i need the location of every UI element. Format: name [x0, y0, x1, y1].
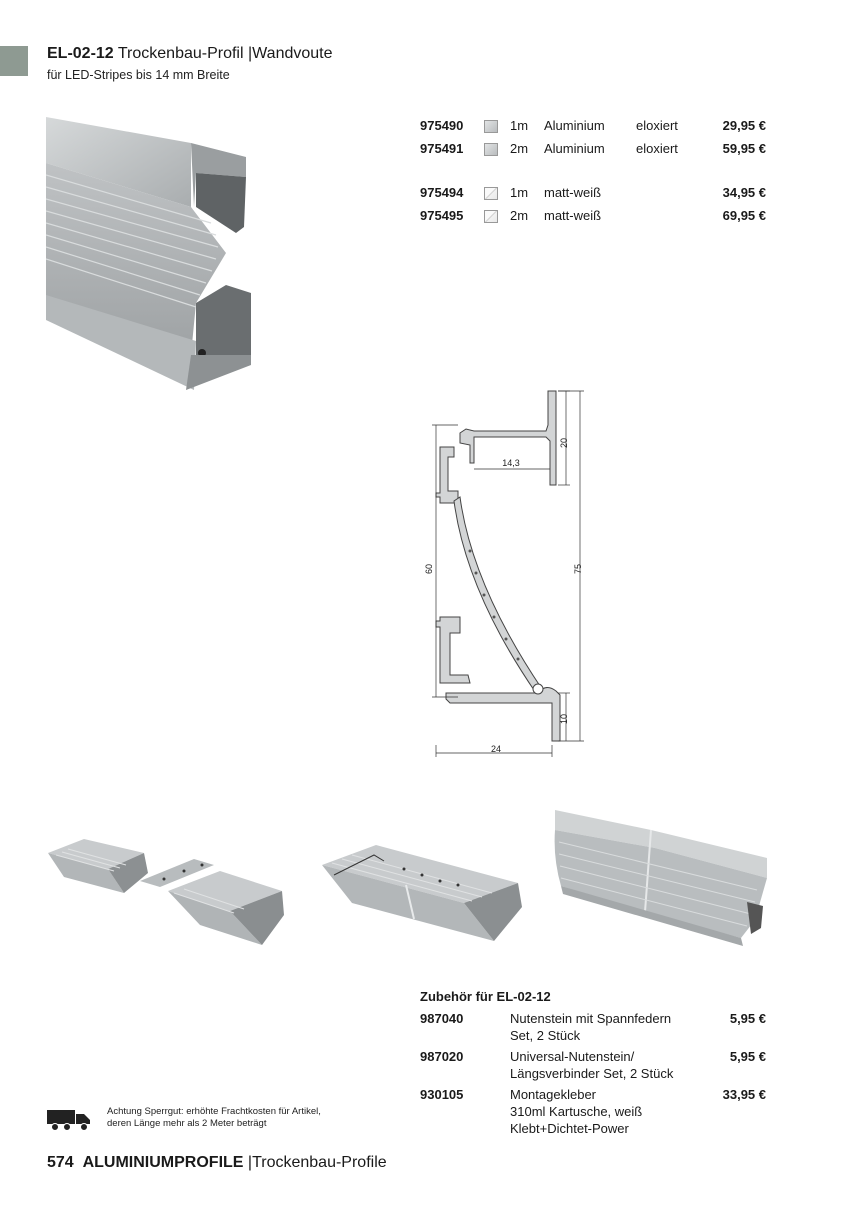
- aluminium-swatch-icon: [484, 120, 498, 133]
- connector-photo-1: [44, 835, 289, 950]
- accessory-description: [510, 1010, 710, 1044]
- dim-channel-width: 14,3: [502, 458, 520, 468]
- list-item: [420, 1010, 770, 1044]
- dim-bottom-height: 10: [559, 713, 569, 725]
- accessories-title: Zubehör für EL-02-12: [420, 989, 551, 1004]
- material: matt-weiß: [544, 185, 602, 200]
- price: 69,95 €: [722, 208, 766, 223]
- section-tab-marker: [0, 46, 28, 76]
- price: 34,95 €: [722, 185, 766, 200]
- dim-total-height: 75: [573, 563, 583, 575]
- article-number: 975491: [420, 141, 464, 156]
- article-number: 975490: [420, 118, 464, 133]
- accessories-section: [420, 988, 770, 1137]
- accessory-code: 930105: [420, 1087, 464, 1102]
- page-title: [47, 44, 333, 64]
- dim-left-height: 60: [424, 563, 434, 575]
- length: 1m: [510, 118, 529, 133]
- truck-icon: [47, 1108, 91, 1132]
- profile-photo: [46, 115, 256, 393]
- accessory-description: [510, 1048, 710, 1082]
- product-type: Trockenbau-Profil: [117, 45, 244, 62]
- table-row: [420, 139, 770, 159]
- notice-line: Achtung Sperrgut: erhöhte Frachtkosten für Artikel,: [107, 1106, 321, 1117]
- accessory-price: 5,95 €: [729, 1049, 766, 1064]
- footer-section: ALUMINIUMPROFILE: [82, 1154, 244, 1171]
- description-line: Klebt+Dichtet-Power: [510, 1121, 629, 1136]
- list-item: [420, 1048, 770, 1082]
- accessory-code: 987040: [420, 1011, 464, 1026]
- price: 59,95 €: [722, 141, 766, 156]
- length: 2m: [510, 141, 529, 156]
- description-line: Set, 2 Stück: [510, 1028, 581, 1043]
- page-number: 574: [47, 1154, 74, 1171]
- length: 1m: [510, 185, 529, 200]
- material: Aluminium: [544, 141, 605, 156]
- table-row: [420, 183, 770, 203]
- accessory-description: [510, 1086, 710, 1137]
- description-line: Montagekleber: [510, 1087, 596, 1102]
- footer-separator: |: [247, 1154, 253, 1171]
- finish: eloxiert: [636, 141, 678, 156]
- title-separator: |: [248, 45, 253, 62]
- price: 29,95 €: [722, 118, 766, 133]
- product-subtype: Wandvoute: [252, 45, 333, 62]
- article-number: 975494: [420, 185, 464, 200]
- material: Aluminium: [544, 118, 605, 133]
- description-line: Universal-Nutenstein/: [510, 1049, 635, 1064]
- table-row: [420, 206, 770, 226]
- table-row: [420, 116, 770, 136]
- description-line: Nutenstein mit Spannfedern: [510, 1011, 672, 1026]
- accessory-price: 5,95 €: [729, 1011, 766, 1026]
- description-line: 310ml Kartusche, weiß: [510, 1104, 643, 1119]
- footer-subsection: Trockenbau-Profile: [252, 1154, 387, 1171]
- accessory-code: 987020: [420, 1049, 464, 1064]
- connector-photo-2: [318, 835, 523, 950]
- product-header: [47, 44, 333, 84]
- length: 2m: [510, 208, 529, 223]
- dim-width: 24: [490, 744, 502, 754]
- white-swatch-icon: [484, 187, 498, 200]
- material: matt-weiß: [544, 208, 602, 223]
- cross-section-drawing: [410, 385, 600, 760]
- notice-text: [107, 1106, 367, 1130]
- mounted-profile-photo: [551, 808, 773, 948]
- finish: eloxiert: [636, 118, 678, 133]
- dim-top-height: 20: [559, 437, 569, 449]
- list-item: [420, 1086, 770, 1137]
- white-swatch-icon: [484, 210, 498, 223]
- product-code: EL-02-12: [47, 45, 114, 62]
- article-number: 975495: [420, 208, 464, 223]
- page-footer: [47, 1153, 387, 1173]
- description-line: Längsverbinder Set, 2 Stück: [510, 1066, 674, 1081]
- product-description: für LED-Stripes bis 14 mm Breite: [47, 68, 230, 82]
- aluminium-swatch-icon: [484, 143, 498, 156]
- notice-line: deren Länge mehr als 2 Meter beträgt: [107, 1118, 267, 1129]
- accessory-price: 33,95 €: [722, 1087, 766, 1102]
